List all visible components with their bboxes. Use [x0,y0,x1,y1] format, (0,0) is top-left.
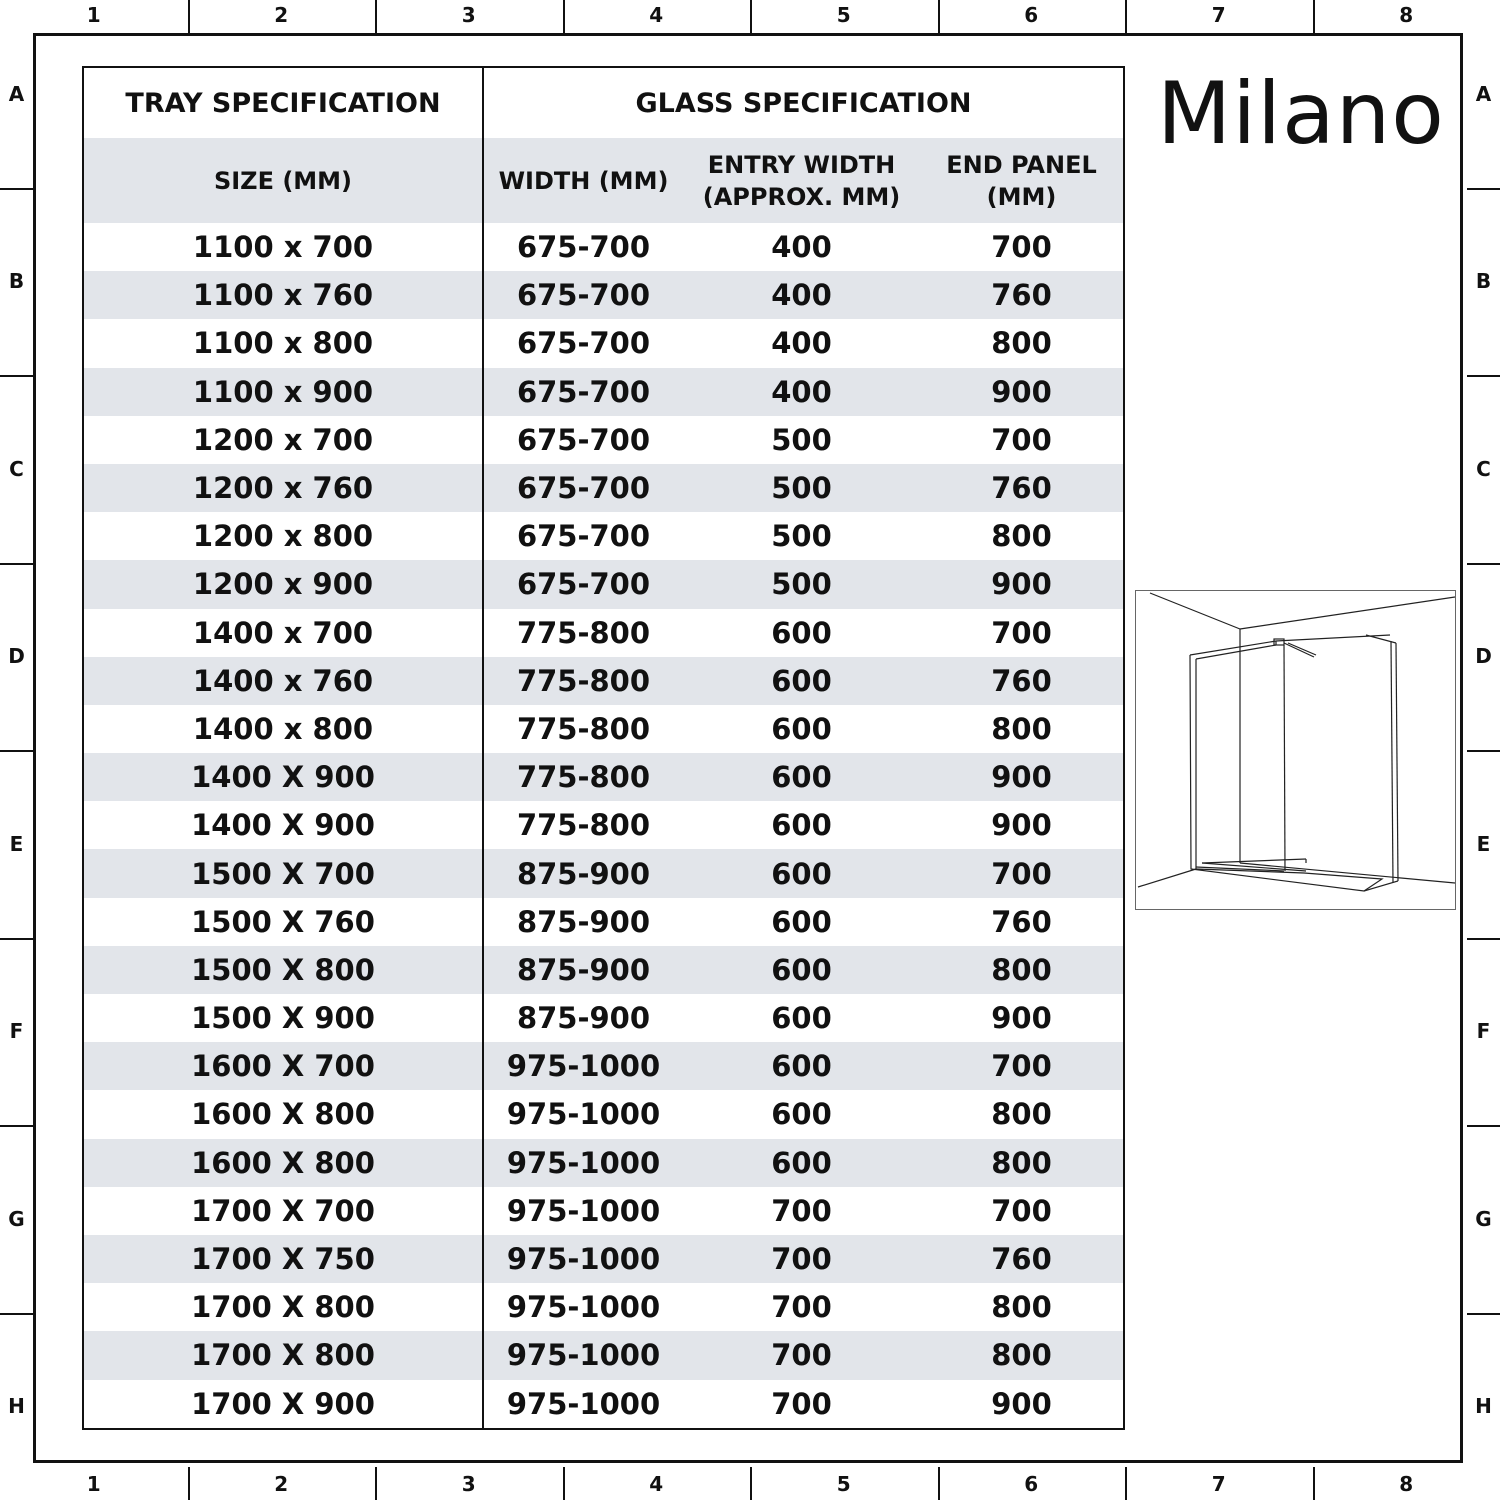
grid-tick [0,375,33,377]
cell-entry-width: 400 [771,230,832,265]
cell-entry-width: 400 [683,271,920,319]
table-row [83,1042,1124,1090]
grid-column-label: 6 [1024,1472,1039,1496]
grid-row-label: E [9,831,24,856]
cell-tray-size: 1700 X 800 [83,1331,483,1379]
grid-tick [0,750,33,752]
table-row [83,705,1124,753]
cell-tray-size: 1700 X 750 [83,1235,483,1283]
cell-tray-size: 1500 X 760 [83,898,483,946]
cell-glass-width: 975-1000 [483,1235,683,1283]
cell-entry-width: 600 [683,849,920,897]
grid-row-label: A [1475,81,1492,106]
cell-tray-size: 1200 x 760 [83,464,483,512]
cell-end-panel: 900 [920,753,1124,801]
cell-end-panel: 800 [991,1097,1052,1132]
cell-tray-size: 1100 x 760 [83,271,483,319]
grid-tick [1313,1467,1315,1500]
cell-entry-width: 700 [683,1331,920,1379]
grid-tick [938,0,940,33]
table-row [83,512,1124,560]
grid-column-label: 4 [649,1472,664,1496]
table-row [83,271,1124,319]
table-row [83,223,1124,271]
cell-glass-width: 775-800 [516,711,651,746]
cell-glass-width: 675-700 [516,326,651,361]
grid-tick [0,938,33,940]
cell-end-panel: 760 [920,464,1124,512]
cell-entry-width: 600 [683,1042,920,1090]
grid-tick [0,188,33,190]
cell-entry-width: 400 [683,368,920,416]
grid-column-label: 1 [86,3,101,27]
grid-tick [188,0,190,33]
cell-glass-width: 975-1000 [483,1139,683,1187]
grid-tick [1467,188,1500,190]
column-header-width: WIDTH (MM) [483,138,683,223]
cell-end-panel: 760 [920,271,1124,319]
grid-column-label: 2 [274,3,289,27]
table-row [83,368,1124,416]
cell-entry-width: 500 [771,519,832,554]
grid-row-label: E [1476,831,1491,856]
cell-tray-size: 1200 x 800 [83,512,483,560]
cell-entry-width: 600 [683,657,920,705]
table-row [83,1331,1124,1379]
cell-tray-size: 1400 X 900 [83,753,483,801]
cell-end-panel: 760 [991,904,1052,939]
grid-tick [1467,1313,1500,1315]
cell-glass-width: 675-700 [516,230,651,265]
grid-tick [1467,750,1500,752]
cell-end-panel: 800 [991,711,1052,746]
cell-entry-width: 600 [683,1139,920,1187]
cell-end-panel: 900 [991,1386,1052,1421]
grid-column-label: 8 [1399,3,1414,27]
cell-tray-size: 1500 X 700 [83,849,483,897]
table-row [83,416,1124,464]
cell-end-panel: 700 [991,1193,1052,1228]
cell-entry-width: 600 [771,1097,832,1132]
table-row [83,898,1124,946]
cell-entry-width: 400 [771,326,832,361]
cell-end-panel: 760 [920,657,1124,705]
cell-glass-width: 775-800 [516,808,651,843]
grid-tick [1125,1467,1127,1500]
cell-glass-width: 875-900 [516,904,651,939]
grid-column-label: 7 [1211,3,1226,27]
cell-end-panel: 700 [991,615,1052,650]
table-row [83,1090,1124,1138]
cell-tray-size: 1600 X 800 [83,1139,483,1187]
cell-entry-width: 500 [683,560,920,608]
cell-glass-width: 675-700 [516,519,651,554]
grid-row-label: B [8,269,25,294]
column-header-size: SIZE (MM) [83,138,483,223]
grid-tick [563,1467,565,1500]
cell-entry-width: 500 [683,464,920,512]
cell-end-panel: 800 [920,946,1124,994]
grid-tick [938,1467,940,1500]
cell-glass-width: 875-900 [483,849,683,897]
grid-tick [1125,0,1127,33]
grid-column-label: 4 [649,3,664,27]
cell-end-panel: 700 [920,1042,1124,1090]
grid-tick [375,1467,377,1500]
shower-enclosure-drawing [1136,591,1455,909]
cell-tray-size: 1200 x 700 [83,416,483,464]
cell-tray-size: 1700 X 900 [83,1380,483,1429]
grid-tick [375,0,377,33]
cell-tray-size: 1700 X 700 [83,1187,483,1235]
grid-row-label: C [1476,456,1491,481]
grid-column-label: 8 [1399,1472,1414,1496]
table-row [83,657,1124,705]
column-header-entry-width: ENTRY WIDTH (APPROX. MM) [683,138,920,223]
cell-glass-width: 975-1000 [483,1331,683,1379]
grid-tick [188,1467,190,1500]
table-row [83,1283,1124,1331]
table-row [83,753,1124,801]
grid-tick [0,1313,33,1315]
table-row [83,1235,1124,1283]
cell-tray-size: 1200 x 900 [83,560,483,608]
grid-tick [750,0,752,33]
shower-enclosure-illustration [1135,590,1456,910]
cell-end-panel: 900 [920,368,1124,416]
specification-table [82,66,1125,1430]
table-group-header [83,67,1124,138]
grid-tick [0,563,33,565]
cell-end-panel: 700 [991,230,1052,265]
table-row [83,946,1124,994]
grid-column-label: 5 [836,3,851,27]
cell-glass-width: 675-700 [483,271,683,319]
cell-entry-width: 600 [771,808,832,843]
cell-glass-width: 875-900 [516,1001,651,1036]
milano-logo: Milano [1157,64,1445,164]
cell-tray-size: 1100 x 700 [83,223,483,271]
cell-end-panel: 900 [991,1001,1052,1036]
cell-end-panel: 800 [991,1290,1052,1325]
tray-specification-heading: TRAY SPECIFICATION [83,67,483,138]
cell-glass-width: 675-700 [483,368,683,416]
cell-glass-width: 975-1000 [506,1193,661,1228]
grid-row-label: G [1475,1206,1492,1231]
grid-tick [563,0,565,33]
grid-row-label: F [1476,1019,1491,1044]
table-row [83,609,1124,657]
cell-end-panel: 700 [991,422,1052,457]
cell-entry-width: 700 [771,1193,832,1228]
table-row [83,994,1124,1042]
cell-entry-width: 600 [771,711,832,746]
cell-entry-width: 600 [771,615,832,650]
grid-row-label: D [8,644,25,669]
table-row [83,849,1124,897]
grid-column-label: 6 [1024,3,1039,27]
cell-entry-width: 700 [771,1290,832,1325]
cell-glass-width: 675-700 [483,560,683,608]
table-row [83,464,1124,512]
cell-end-panel: 800 [920,1139,1124,1187]
grid-column-label: 2 [274,1472,289,1496]
cell-glass-width: 775-800 [516,615,651,650]
table-row [83,801,1124,849]
table-row [83,1380,1124,1429]
cell-entry-width: 600 [771,904,832,939]
grid-row-label: C [9,456,24,481]
cell-end-panel: 900 [920,560,1124,608]
cell-tray-size: 1400 x 800 [83,705,483,753]
cell-glass-width: 975-1000 [506,1097,661,1132]
cell-tray-size: 1600 X 800 [83,1090,483,1138]
cell-glass-width: 675-700 [516,422,651,457]
table-row [83,1139,1124,1187]
grid-row-label: H [1475,1394,1492,1419]
table-column-header [83,138,1124,223]
grid-row-label: A [8,81,25,106]
grid-tick [1467,938,1500,940]
grid-column-label: 1 [86,1472,101,1496]
table-row [83,319,1124,367]
grid-row-label: D [1475,644,1492,669]
grid-column-label: 3 [461,3,476,27]
cell-entry-width: 700 [683,1235,920,1283]
cell-tray-size: 1400 x 700 [83,609,483,657]
grid-column-label: 5 [836,1472,851,1496]
cell-tray-size: 1700 X 800 [83,1283,483,1331]
grid-tick [1467,1125,1500,1127]
grid-row-label: B [1475,269,1492,294]
cell-glass-width: 975-1000 [506,1290,661,1325]
grid-column-label: 7 [1211,1472,1226,1496]
cell-glass-width: 875-900 [483,946,683,994]
grid-row-label: H [8,1394,25,1419]
cell-end-panel: 800 [991,519,1052,554]
grid-column-label: 3 [461,1472,476,1496]
cell-glass-width: 775-800 [483,657,683,705]
cell-end-panel: 760 [920,1235,1124,1283]
cell-end-panel: 800 [920,1331,1124,1379]
cell-entry-width: 500 [771,422,832,457]
cell-tray-size: 1400 X 900 [83,801,483,849]
cell-end-panel: 700 [920,849,1124,897]
cell-tray-size: 1500 X 800 [83,946,483,994]
cell-tray-size: 1100 x 800 [83,319,483,367]
column-header-end-panel: END PANEL (MM) [920,138,1124,223]
cell-end-panel: 900 [991,808,1052,843]
cell-entry-width: 700 [771,1386,832,1421]
cell-end-panel: 800 [991,326,1052,361]
cell-tray-size: 1600 X 700 [83,1042,483,1090]
grid-tick [750,1467,752,1500]
cell-glass-width: 975-1000 [483,1042,683,1090]
cell-entry-width: 600 [683,753,920,801]
grid-row-label: F [9,1019,24,1044]
grid-tick [0,1125,33,1127]
cell-glass-width: 675-700 [483,464,683,512]
cell-entry-width: 600 [683,946,920,994]
cell-tray-size: 1500 X 900 [83,994,483,1042]
cell-entry-width: 600 [771,1001,832,1036]
grid-tick [1467,375,1500,377]
grid-tick [1467,563,1500,565]
cell-tray-size: 1400 x 760 [83,657,483,705]
glass-specification-heading: GLASS SPECIFICATION [483,67,1124,138]
grid-row-label: G [8,1206,25,1231]
grid-tick [1313,0,1315,33]
cell-glass-width: 975-1000 [506,1386,661,1421]
cell-glass-width: 775-800 [483,753,683,801]
cell-tray-size: 1100 x 900 [83,368,483,416]
table-row [83,560,1124,608]
table-row [83,1187,1124,1235]
